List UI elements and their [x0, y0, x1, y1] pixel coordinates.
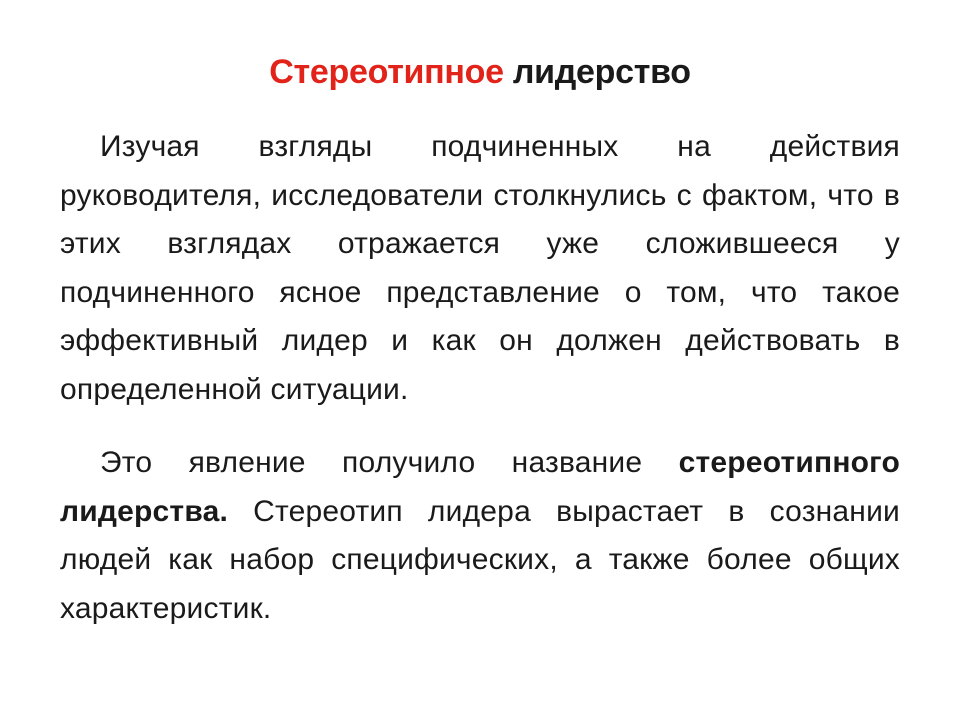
paragraph-2	[60, 439, 900, 633]
slide-title	[0, 50, 960, 94]
paragraph-2-term: стереотипного лидерства.	[60, 446, 900, 528]
title-rest: лидерство	[512, 53, 691, 91]
title-accent: Стереотипное	[269, 53, 504, 91]
paragraph-2-tail: Стереотип лидера вырастает в сознании людей как набор специфических, а также более общих характеристик.	[60, 494, 900, 625]
paragraph-1: Изучая взгляды подчиненных на действия руководителя, исследователи столкнулись с фактом, что в этих взглядах отражается уже сложившееся у подчиненного ясное представление о том, что такое эффективный лидер и как он должен действовать в определенной ситуации.	[60, 130, 900, 406]
paragraph-2-lead: Это явление получило название	[100, 446, 643, 479]
